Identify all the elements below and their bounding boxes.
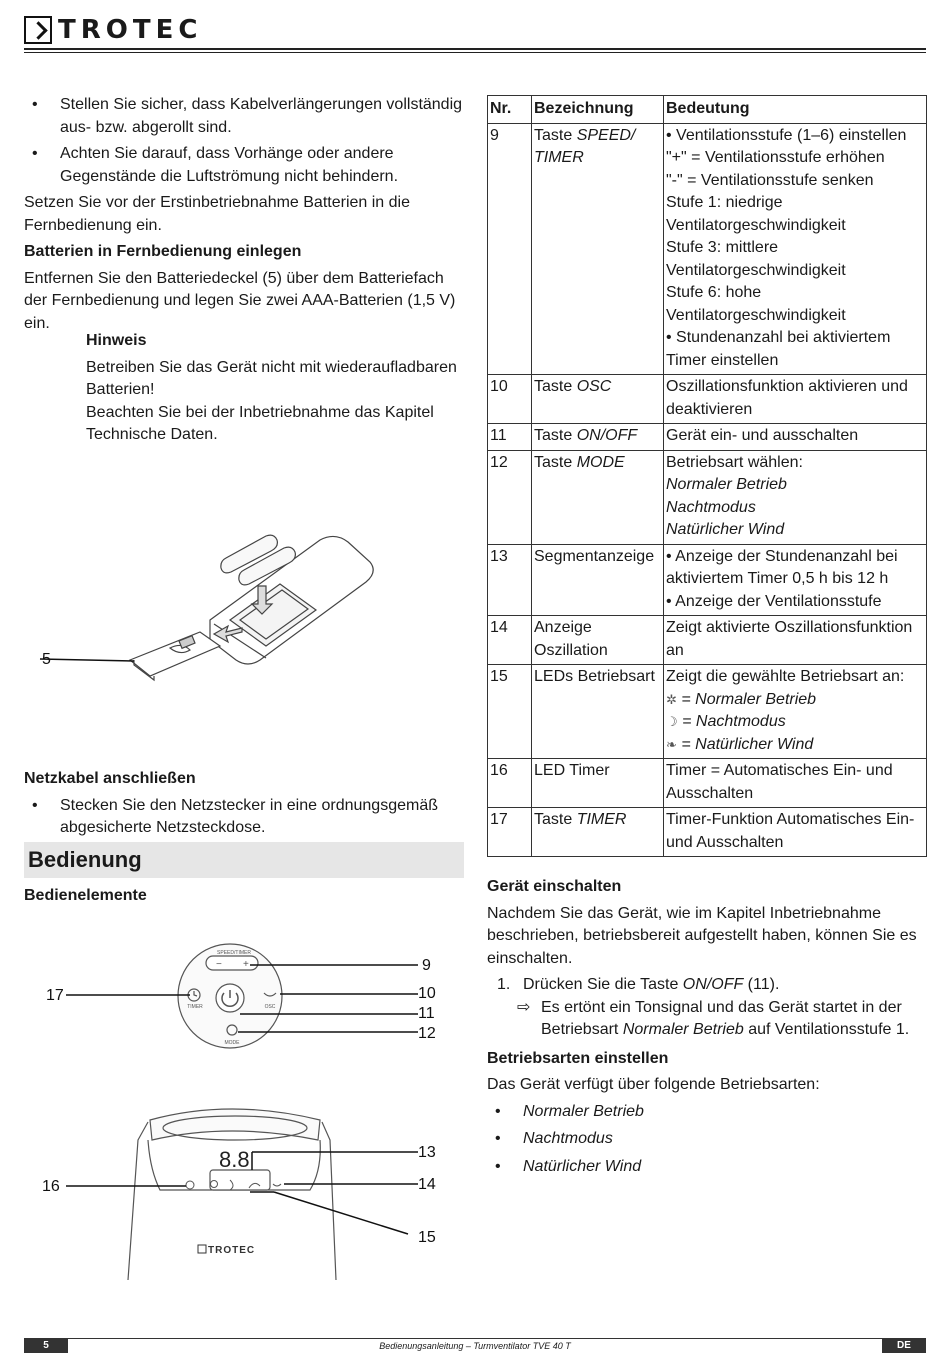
para-switch-on: Nachdem Sie das Gerät, wie im Kapitel Inbetriebnahme beschrieben, betriebsbereit aufgestellt haben, können Sie es einschalten. <box>487 904 917 967</box>
hint-title: Hinweis <box>86 332 147 349</box>
callout-12: 12 <box>418 1025 436 1042</box>
row-name: Taste SPEED/ TIMER <box>532 123 664 375</box>
fig-label-5: 5 <box>42 651 51 668</box>
table-row <box>488 450 927 544</box>
callout-9: 9 <box>422 957 431 974</box>
row-nr: 15 <box>488 665 532 759</box>
callout-16: 16 <box>42 1178 60 1195</box>
step-1: 1. Drücken Sie die Taste ON/OFF (11). <box>487 974 927 997</box>
left-column <box>24 94 464 335</box>
trotec-logo-mark <box>24 16 52 44</box>
table-row <box>488 544 927 616</box>
callout-15: 15 <box>418 1229 436 1246</box>
row-meaning: Oszillationsfunktion aktivieren und deaktivieren <box>664 375 927 424</box>
right-bottom-section <box>487 876 927 1178</box>
row-meaning: • Anzeige der Stundenanzahl bei aktiviertem Timer 0,5 h bis 12 h • Anzeige der Ventilationsstufe <box>664 544 927 616</box>
row-name: Anzeige Oszillation <box>532 616 664 665</box>
timer-label: TIMER <box>187 1004 203 1010</box>
plus-label: + <box>243 959 249 970</box>
row-meaning: Zeigt aktivierte Oszillationsfunktion an <box>664 616 927 665</box>
row-nr: 12 <box>488 450 532 544</box>
hint-line-2: Beachten Sie bei der Inbetriebnahme das Kapitel Technische Daten. <box>86 403 434 443</box>
moon-mode-icon: ☽ <box>666 714 678 729</box>
segment-display: 8.8 <box>219 1147 250 1172</box>
minus-label: − <box>216 959 222 970</box>
bullet-power-plug: • Stecken Sie den Netzstecker in eine ordnungsgemäß abgesicherte Netzsteckdose. <box>24 795 464 840</box>
para-insert-batteries: Setzen Sie vor der Erstinbetriebnahme Batterien in die Fernbedienung ein. <box>24 194 410 234</box>
tower-fan-diagram <box>30 1100 450 1290</box>
footer-title: Bedienungsanleitung – Turmventilator TVE 40 T <box>379 1341 571 1351</box>
footer-language: DE <box>882 1339 926 1353</box>
tower-brand-logo <box>198 1245 255 1256</box>
trotec-logo-text: TROTEC <box>58 14 203 45</box>
result-arrow-icon: ⇨ <box>517 998 531 1016</box>
col-header-nr: Nr. <box>488 96 532 124</box>
row-name: Taste ON/OFF <box>532 424 664 451</box>
trotec-logo <box>24 16 202 44</box>
row-name: Taste MODE <box>532 450 664 544</box>
table-row <box>488 759 927 808</box>
heading-batteries: Batterien in Fernbedienung einlegen <box>24 243 302 260</box>
heading-controls: Bedienelemente <box>24 887 147 904</box>
footer-page-number: 5 <box>24 1339 68 1353</box>
table-row <box>488 616 927 665</box>
table-row <box>488 123 927 375</box>
callout-11: 11 <box>418 1005 435 1022</box>
row-name: Taste TIMER <box>532 808 664 857</box>
para-modes: Das Gerät verfügt über folgende Betriebsarten: <box>487 1076 820 1093</box>
hint-box <box>86 330 466 447</box>
power-section <box>24 768 464 840</box>
mode-item: • Natürlicher Wind <box>487 1156 927 1179</box>
callout-10: 10 <box>418 985 436 1002</box>
row-name: LED Timer <box>532 759 664 808</box>
table-row <box>488 424 927 451</box>
row-nr: 11 <box>488 424 532 451</box>
step-1-number: 1. <box>497 976 511 993</box>
control-panel-diagram <box>30 930 450 1060</box>
row-name: Segmentanzeige <box>532 544 664 616</box>
section-bar-bedienung <box>24 842 464 878</box>
row-meaning: Timer = Automatisches Ein- und Ausschalten <box>664 759 927 808</box>
speed-timer-label: SPEED/TIMER <box>217 950 251 956</box>
callout-17: 17 <box>46 987 64 1004</box>
heading-power-cable: Netzkabel anschließen <box>24 770 196 787</box>
row-name: Taste OSC <box>532 375 664 424</box>
row-meaning: Gerät ein- und ausschalten <box>664 424 927 451</box>
section-title: Bedienung <box>28 847 142 872</box>
mode-item: • Nachtmodus <box>487 1128 927 1151</box>
table-header-row <box>488 96 927 124</box>
header-rule <box>24 48 926 50</box>
step-1-result: ⇨ Es ertönt ein Tonsignal und das Gerät startet in der Betriebsart Normaler Betrieb auf Ventilationsstufe 1. <box>517 998 910 1038</box>
heading-switch-on: Gerät einschalten <box>487 878 622 895</box>
table-row <box>488 808 927 857</box>
para-battery-cover: Entfernen Sie den Batteriedeckel (5) über dem Batteriefach der Fernbedienung und legen Sie zwei AAA-Batterien (1,5 V) ein. <box>24 269 456 332</box>
col-header-name: Bezeichnung <box>532 96 664 124</box>
mode-label: MODE <box>224 1040 240 1046</box>
leaf-mode-icon: ❧ <box>666 736 677 752</box>
row-nr: 9 <box>488 123 532 375</box>
row-nr: 14 <box>488 616 532 665</box>
fan-mode-icon: ✲ <box>666 691 677 707</box>
row-meaning: • Ventilationsstufe (1–6) einstellen "+" = Ventilationsstufe erhöhen "-" = Ventilationsstufe senken Stufe 1: niedrige Ventilatorgeschwindigkeit Stufe 3: mittlere Ventilatorgeschwindigkeit Stufe 6: hohe Ventilatorgeschwindigkeit • Stundenanzahl bei aktiviertem Timer einstellen <box>664 123 927 375</box>
row-meaning: Timer-Funktion Automatisches Ein- und Ausschalten <box>664 808 927 857</box>
row-nr: 16 <box>488 759 532 808</box>
row-meaning: Zeigt die gewählte Betriebsart an: ✲ = Normaler Betrieb ☽ = Nachtmodus ❧ = Natürlicher Wind <box>664 665 927 759</box>
col-header-meaning: Bedeutung <box>664 96 927 124</box>
bullet-curtains: • Achten Sie darauf, dass Vorhänge oder andere Gegenstände die Luftströmung nicht behindern. <box>24 143 464 188</box>
controls-table <box>487 95 927 857</box>
header-rule-thin <box>24 52 926 53</box>
table-row <box>488 665 927 759</box>
row-nr: 17 <box>488 808 532 857</box>
row-name: LEDs Betriebsart <box>532 665 664 759</box>
tower-brand-text: TROTEC <box>208 1245 256 1256</box>
row-nr: 13 <box>488 544 532 616</box>
bullet-cable-extension: • Stellen Sie sicher, dass Kabelverlängerungen vollständig aus- bzw. abgerollt sind. <box>24 94 464 139</box>
hint-line-1: Betreiben Sie das Gerät nicht mit wiederaufladbaren Batterien! <box>86 358 457 398</box>
remote-battery-figure <box>30 520 410 700</box>
osc-label: OSC <box>264 1004 276 1010</box>
callout-13: 13 <box>418 1144 436 1161</box>
row-nr: 10 <box>488 375 532 424</box>
table-row <box>488 375 927 424</box>
callout-14: 14 <box>418 1176 436 1193</box>
row-meaning: Betriebsart wählen: Normaler Betrieb Nachtmodus Natürlicher Wind <box>664 450 927 544</box>
mode-item: • Normaler Betrieb <box>487 1101 927 1124</box>
heading-modes: Betriebsarten einstellen <box>487 1049 669 1067</box>
